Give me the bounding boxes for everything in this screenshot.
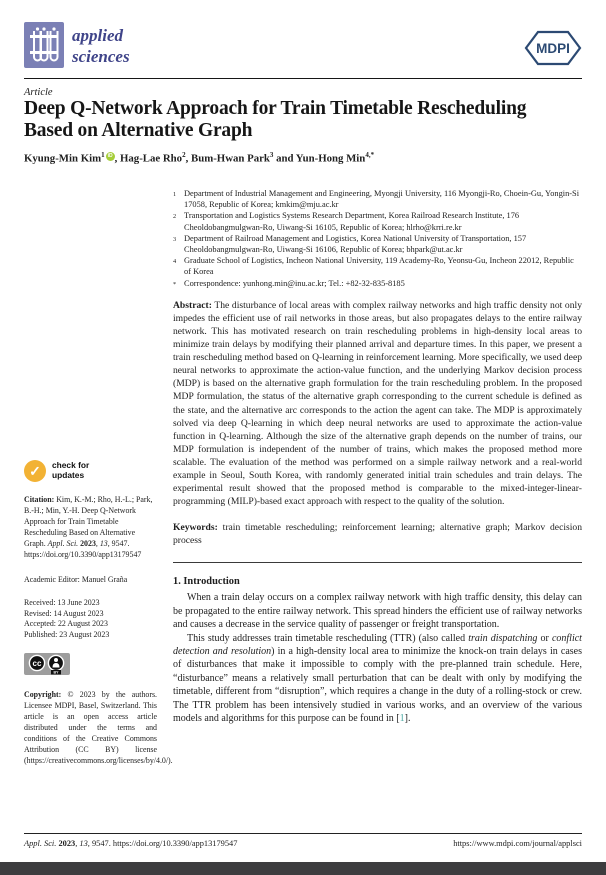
main-column: [173, 188, 582, 766]
applied-sciences-logo-icon: [24, 22, 64, 73]
history-dates: [24, 598, 157, 640]
person-icon: [54, 658, 58, 662]
two-column-body: [24, 188, 582, 766]
academic-editor: Academic Editor: Manuel Graña: [24, 575, 128, 584]
received-date: Received: 13 June 2023: [24, 598, 100, 607]
page-footer: [24, 839, 582, 848]
abstract-label: Abstract:: [173, 299, 212, 311]
published-date: Published: 23 August 2023: [24, 629, 110, 639]
affiliation-row: 4 Graduate School of Logistics, Incheon National University, 119 Academy-Ro, Yeonsu-Gu, Incheon 22012, Republic of Korea: [173, 256, 574, 277]
orcid-icon[interactable]: iD: [107, 153, 113, 159]
footer-citation: Appl. Sci. 2023, 13, 9547. https://doi.org/10.3390/app13179547: [24, 839, 238, 848]
by-label: BY: [53, 670, 59, 675]
journal-name: applied sciences: [72, 26, 130, 66]
copyright-notice: Copyright: © 2023 by the authors. Licensee MDPI, Basel, Switzerland. This article is an open access article distributed under the terms and conditions of the Creative Commons Attribution (CC BY) license (https://creativecommons.org/licenses/by/4.0/).: [24, 690, 173, 766]
viewer-bottom-bar: [0, 862, 606, 875]
footer-rule: [24, 833, 582, 834]
intro-paragraph-2: This study addresses train timetable rescheduling (TTR) (also called train dispatching or conflict detection and resolution) in a high-density local area to minimize the knock-on train delays in cases of disturbances that make it impossible to comply with the pre-planned train schedule. Here, “disturbance” means a relatively small perturbation that can be dealt with only by modifying the timetable, different from “disruption”, which requires a change in the duty of a rolling-stock or crew. The TTR problem has been intensively studied in various works, and an overview of the various models and algorithms for this purpose can be found in [1].: [173, 632, 582, 724]
page-header: [24, 22, 582, 73]
mdpi-label: MDPI: [536, 41, 570, 56]
reference-1-link[interactable]: 1: [399, 712, 405, 724]
author-4: Yun-Hong Min: [295, 152, 366, 165]
affiliation-row: 3 Department of Railroad Management and Logistics, Korea National University of Transportation, 157 Cheoldobangmulgwan-Ro, Uiwang-Si 16106, Republic of Korea; bhpark@ut.ac.kr: [173, 233, 527, 255]
abstract: Abstract: The disturbance of local areas with complex railway networks and high traffic density not only impedes the efficient use of rail networks in those areas, but also propagates delays to the entire railway network. This has motivated research on train rescheduling problems in high-density local areas to minimize train delays by modifying their planned arrival and departure times. In this paper, we present a train rescheduling method based on Q-learning in reinforcement learning. More specifically, we used deep neural networks to approximate the action-value function, and the underlying Markov decision process (MDP) is based on the alternative graph formulation for the train rescheduling problem. In the proposed MDP formulation, the status of the alternative graph corresponding to the current schedule is defined as the state, and the alternative arc corresponds to the action the agent can take. The MDP is approximately solved via deep Q-learning in which deep neural networks are used to approximate the action-value function in Q-learning. Although the size of the alternative graph depends on the number of trains, our MDP formulation is independent of the number of trains, which makes the proposed method more scalable. The evaluation of the method was performed on a simple railway network and a real-world example in Seoul, South Korea, with randomly generated initial train schedules and train delays. The experimental result showed that the proposed method is comparable to the mixed-integer-linear-programming (MILP)-based exact approach with respect to the quality of the solution.: [173, 299, 582, 508]
header-rule: [24, 78, 582, 79]
section-divider: [173, 562, 582, 563]
affiliation-row: 2 Transportation and Logistics Systems Research Department, Korea Railroad Research Institute, 176 Cheoldobangmulgwan-Ro, Uiwang-Si 16105, Republic of Korea; hlrho@krri.re.kr: [173, 211, 520, 232]
cc-icon: cc: [32, 659, 42, 669]
check-for-updates-badge[interactable]: [24, 460, 157, 482]
left-sidebar: [24, 188, 173, 766]
citation-doi-link[interactable]: , 9547. https://doi.org/10.3390/app13179547: [24, 539, 142, 559]
check-for-updates-label: check for updates: [52, 460, 90, 480]
paper-title: Deep Q-Network Approach for Train Timetable Rescheduling Based on Alternative Graph: [24, 98, 527, 141]
accepted-date: Accepted: 22 August 2023: [24, 619, 108, 629]
revised-date: Revised: 14 August 2023: [24, 608, 104, 618]
correspondence-row: * Correspondence: yunhong.min@inu.ac.kr; Tel.: +82-32-835-8185: [173, 278, 405, 288]
intro-paragraph-1: When a train delay occurs on a complex railway network with high traffic density, this delay can be propagated to the entire railway network. This spread hinders the efficient use of railway networks and causes a decrease in the service quality of passenger or freight transportation.: [173, 592, 582, 631]
affiliation-row: 1 Department of Industrial Management and Engineering, Myongji University, 116 Myongji-Ro, Choein-Gu, Yongin-Si 17058, Republic of Korea; kmkim@mju.ac.kr: [173, 189, 580, 210]
journal-url-link[interactable]: https://www.mdpi.com/journal/applsci: [453, 839, 582, 848]
cc-by-license-badge[interactable]: [24, 653, 157, 678]
mdpi-logo[interactable]: [524, 30, 582, 71]
author-3: Bum-Hwan Park: [191, 152, 270, 165]
journal-logo[interactable]: [24, 22, 130, 73]
check-icon: ✓: [24, 460, 46, 482]
article-type-label: Article: [24, 87, 53, 98]
affiliations-list: [173, 188, 582, 289]
keywords: Keywords: train timetable rescheduling; reinforcement learning; alternative graph; Markov decision process: [173, 522, 582, 547]
citation-block: Citation: Kim, K.-M.; Rho, H.-L.; Park, B.-H.; Min, Y.-H. Deep Q-Network Approach for Train Timetable Rescheduling Based on Alternative Graph. Appl. Sci. 2023, 13, 9547. https://doi.org/10.3390/app13179547: [24, 495, 153, 559]
author-2: Hag-Lae Rho: [120, 152, 183, 165]
author-1: Kyung-Min Kim: [24, 152, 102, 165]
introduction-heading: 1. Introduction: [173, 576, 240, 588]
keywords-label: Keywords:: [173, 522, 218, 534]
footer-doi-link[interactable]: , 9547. https://doi.org/10.3390/app13179547: [87, 839, 238, 848]
authors-line: Kyung-Min Kim$^1$ iD , Hag-Lae Rho$^2$, Bum-Hwan Park$^3$ and Yun-Hong Min$^{4,*}$: [24, 151, 375, 165]
